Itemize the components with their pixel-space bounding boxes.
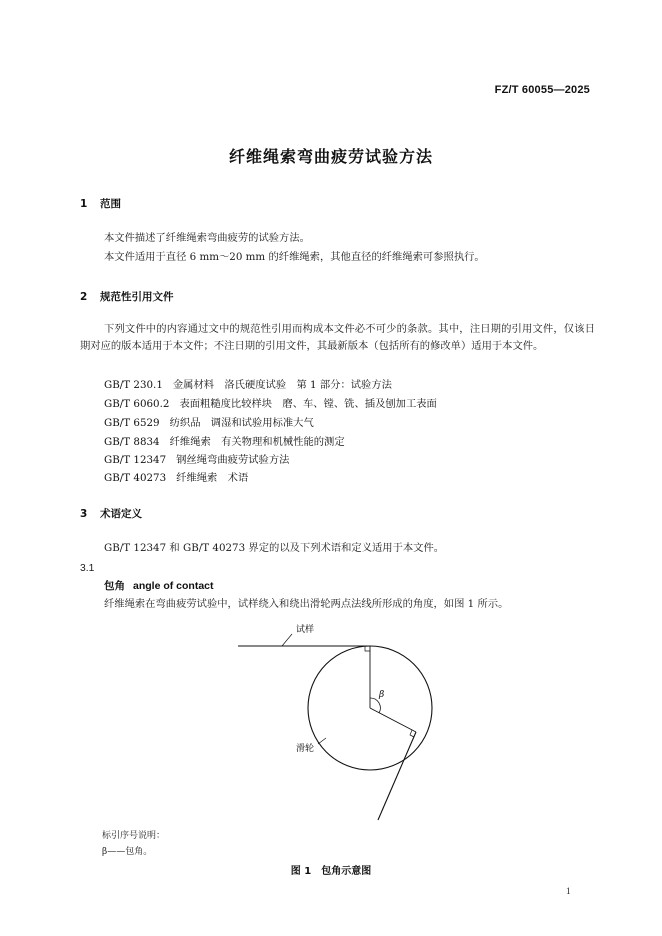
section-1-number: 1 — [80, 198, 88, 210]
section-3-heading — [80, 506, 142, 521]
reference-code: GB/T 40273 — [104, 472, 167, 484]
document-title: 纤维绳索弯曲疲劳试验方法 — [228, 147, 433, 166]
pulley-label: 滑轮 — [296, 744, 315, 754]
scope-paragraph-2: 本文件适用于直径 6 mm～20 mm 的纤维绳索，其他直径的纤维绳索可参照执行。 — [104, 251, 485, 263]
reference-item — [104, 395, 447, 410]
term-definition: 纤维绳索在弯曲疲劳试验中，试样绕入和绕出滑轮两点法线所形成的角度，如图 1 所示。 — [104, 598, 509, 610]
reference-code: GB/T 6529 — [104, 417, 160, 429]
section-1-title: 范围 — [100, 198, 121, 210]
reference-title: 纤维绳索 有关物理和机械性能的测定 — [169, 436, 345, 448]
terms-intro: GB/T 12347 和 GB/T 40273 界定的以及下列术语和定义适用于本文件。 — [104, 542, 445, 554]
specimen-outgoing-line — [378, 732, 416, 820]
term-english: angle of contact — [133, 580, 214, 592]
reference-title: 表面粗糙度比较样块 磨、车、镗、铣、插及刨加工表面 — [179, 398, 437, 410]
right-angle-marker-top — [365, 646, 370, 651]
reference-title: 纺织品 调湿和试验用标准大气 — [169, 417, 314, 429]
section-2-title: 规范性引用文件 — [100, 291, 174, 303]
section-3-title: 术语定义 — [100, 508, 142, 520]
reference-code: GB/T 12347 — [104, 454, 167, 466]
figure-caption: 图 1 包角示意图 — [290, 866, 372, 877]
term-chinese: 包角 — [104, 580, 125, 592]
legend-item: β——包角。 — [102, 847, 153, 857]
reference-item — [104, 469, 258, 484]
angle-label: β — [379, 690, 385, 700]
legend-title: 标引序号说明： — [102, 831, 166, 841]
reference-code: GB/T 6060.2 — [104, 398, 170, 410]
pulley-leader — [318, 738, 326, 744]
reference-code: GB/T 8834 — [104, 436, 160, 448]
normal-line-bottom — [370, 708, 416, 732]
specimen-label: 试样 — [296, 625, 315, 635]
specimen-leader — [282, 634, 292, 646]
reference-item — [104, 433, 355, 448]
angle-of-contact-diagram — [220, 620, 460, 830]
reference-title: 金属材料 洛氏硬度试验 第 1 部分：试验方法 — [172, 379, 392, 391]
term-heading — [104, 578, 214, 593]
section-1-heading — [80, 196, 121, 211]
normative-intro: 下列文件中的内容通过文中的规范性引用而构成本文件必不可少的条款。其中，注日期的引用文件，仅该日期对应的版本适用于本文件；不注日期的引用文件，其最新版本（包括所有的修改单）适用于本文件。 — [80, 323, 595, 352]
standard-code: FZ/T 60055—2025 — [494, 84, 590, 96]
section-2-number: 2 — [80, 291, 88, 303]
reference-item — [104, 376, 402, 391]
term-number: 3.1 — [80, 563, 95, 574]
reference-item — [104, 414, 324, 429]
reference-code: GB/T 230.1 — [104, 379, 163, 391]
scope-paragraph-1: 本文件描述了纤维绳索弯曲疲劳的试验方法。 — [104, 232, 310, 244]
reference-title: 纤维绳索 术语 — [176, 472, 249, 484]
reference-item — [104, 451, 299, 466]
reference-title: 钢丝绳弯曲疲劳试验方法 — [176, 454, 290, 466]
page-number: 1 — [566, 886, 571, 896]
section-3-number: 3 — [80, 508, 88, 520]
section-2-heading — [80, 289, 174, 304]
